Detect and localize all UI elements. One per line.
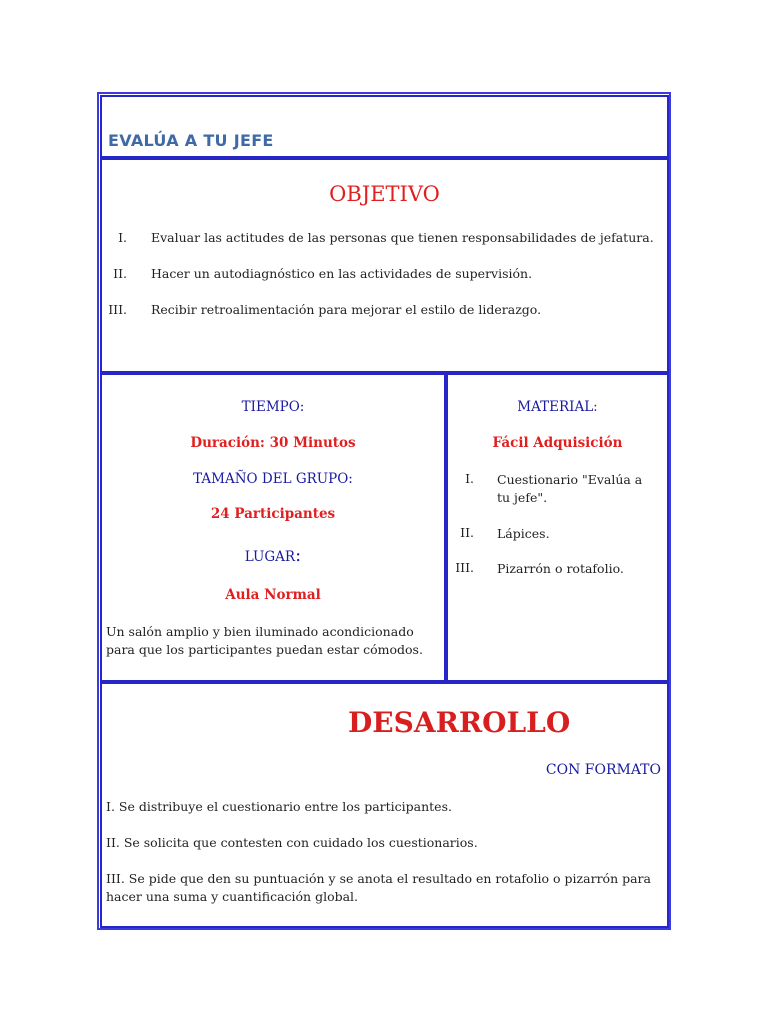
desarrollo-step: I. Se distribuye el cuestionario entre los participantes. xyxy=(106,799,452,814)
lugar-heading xyxy=(102,545,444,566)
tiempo-cell xyxy=(100,373,446,682)
lugar-value: Aula Normal xyxy=(225,587,321,603)
objetivo-item-text: Recibir retroalimentación para mejorar el estilo de liderazgo. xyxy=(151,302,542,317)
material-colon: : xyxy=(593,399,598,415)
material-item xyxy=(448,560,667,595)
material-label: MATERIAL xyxy=(517,399,594,415)
objetivo-item-number: I. xyxy=(118,230,127,245)
duracion-value: Duración: 30 Minutos xyxy=(190,435,356,451)
lugar-label: LUGAR xyxy=(244,549,296,565)
objetivo-item xyxy=(102,230,667,266)
material-item-number: I. xyxy=(465,471,474,486)
material-item xyxy=(448,525,667,560)
lugar-description: Un salón amplio y bien iluminado acondicionado para que los participantes puedan estar cómodos. xyxy=(106,624,423,657)
material-item-number: II. xyxy=(460,525,474,540)
grupo-value: 24 Participantes xyxy=(210,506,336,522)
material-item-text: Lápices. xyxy=(497,526,550,541)
material-item-text: Cuestionario "Evalúa a tu jefe". xyxy=(497,472,643,505)
objetivo-item-text: Hacer un autodiagnóstico en las actividades de supervisión. xyxy=(151,266,533,281)
objetivo-item xyxy=(102,302,667,338)
document-title: EVALÚA A TU JEFE xyxy=(108,131,274,150)
grupo-label: TAMAÑO DEL GRUPO: xyxy=(193,471,353,487)
objetivo-cell xyxy=(100,158,669,373)
material-cell xyxy=(446,373,669,682)
objetivo-item-text: Evaluar las actitudes de las personas que tienen responsabilidades de jefatura. xyxy=(151,230,654,245)
desarrollo-heading: DESARROLLO xyxy=(348,706,571,739)
title-cell xyxy=(100,95,669,158)
objetivo-heading: OBJETIVO xyxy=(329,182,440,206)
material-item-number: III. xyxy=(455,560,474,575)
objetivo-item-number: III. xyxy=(108,302,127,317)
objetivo-item xyxy=(102,266,667,302)
material-item-text: Pizarrón o rotafolio. xyxy=(497,561,624,576)
con-formato-label: CON FORMATO xyxy=(545,762,661,778)
tiempo-label: TIEMPO: xyxy=(241,399,305,415)
desarrollo-cell xyxy=(100,682,669,928)
material-list xyxy=(448,471,667,595)
material-heading xyxy=(448,399,667,415)
objetivo-list xyxy=(102,230,667,338)
desarrollo-step: II. Se solicita que contesten con cuidado los cuestionarios. xyxy=(106,835,478,850)
desarrollo-step: III. Se pide que den su puntuación y se anota el resultado en rotafolio o pizarrón para hacer una suma y cuantificación global. xyxy=(106,871,651,904)
material-subtitle: Fácil Adquisición xyxy=(492,435,623,451)
lugar-colon: : xyxy=(295,545,302,566)
material-item xyxy=(448,471,667,525)
objetivo-item-number: II. xyxy=(113,266,127,281)
